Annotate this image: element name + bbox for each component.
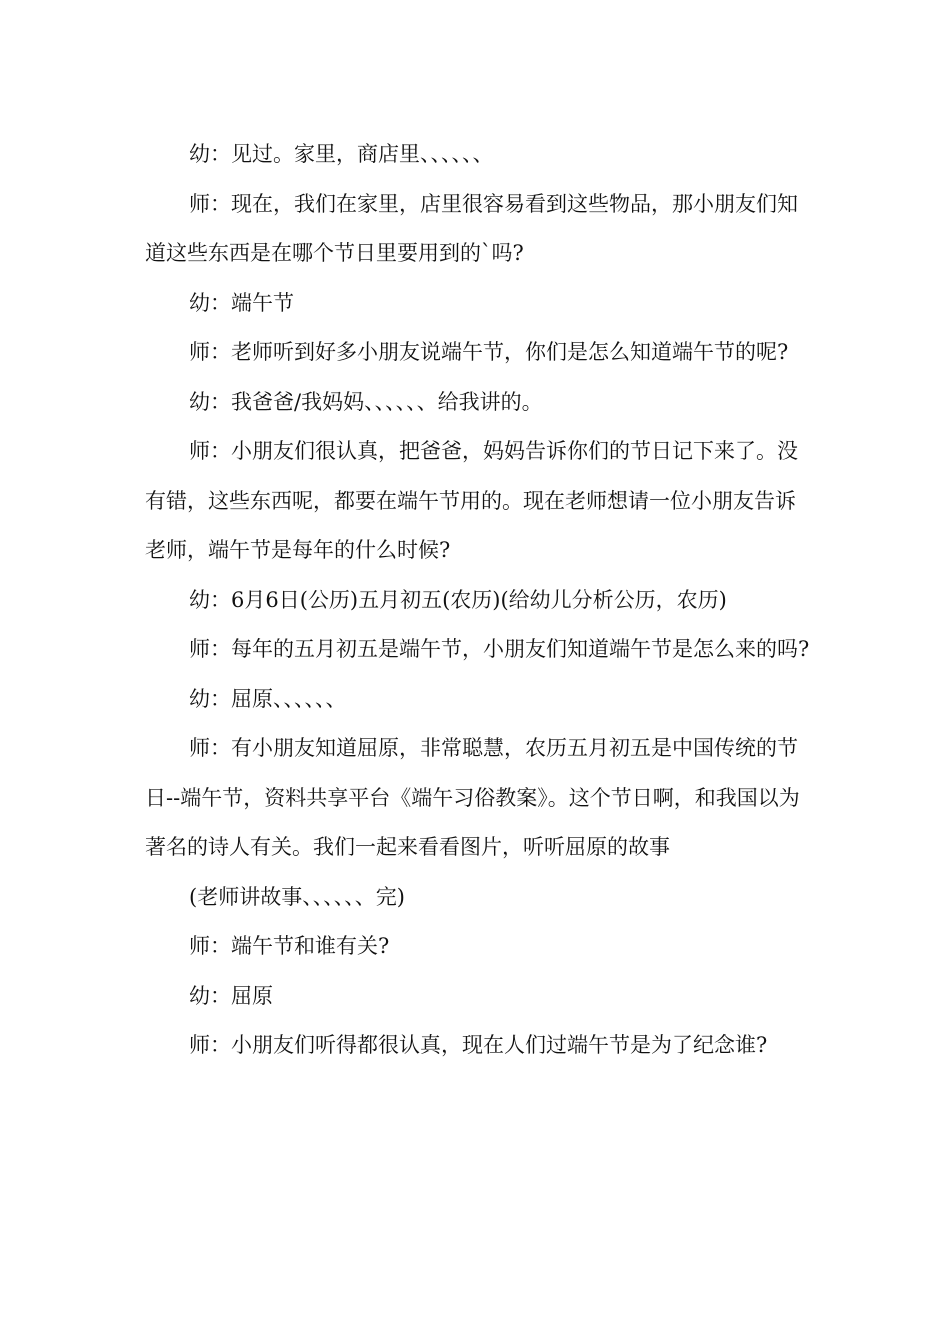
paragraph-3: 幼：端午节 [189, 290, 294, 315]
paragraph-14: 师：小朋友们听得都很认真，现在人们过端午节是为了纪念谁? [189, 1033, 768, 1057]
paragraph-7: 幼：6月6日(公历)五月初五(农历)(给幼儿分析公历，农历) [189, 587, 727, 612]
paragraph-13: 幼：屈原 [189, 983, 273, 1008]
paragraph-1: 幼：见过。家里，商店里、、、、、、 [189, 142, 494, 166]
paragraph-10: 师：有小朋友知道屈原，非常聪慧，农历五月初五是中国传统的节日--端午节，资料共享平台《端午习俗教案》。这个节日啊，和我国以为著名的诗人有关。我们一起来看看图片，听听屈原的故事 [145, 736, 800, 859]
paragraph-9: 幼：屈原、、、、、、 [189, 686, 347, 711]
paragraph-6: 师：小朋友们很认真，把爸爸，妈妈告诉你们的节日记下来了。没有错，这些东西呢，都要在端午节用的。现在老师想请一位小朋友告诉老师，端午节是每年的什么时候? [145, 439, 798, 562]
document-body [145, 130, 810, 1071]
paragraph-11: (老师讲故事、、、、、、完) [189, 884, 405, 909]
paragraph-8: 师：每年的五月初五是端午节，小朋友们知道端午节是怎么来的吗? [189, 637, 810, 661]
paragraph-2: 师：现在，我们在家里，店里很容易看到这些物品，那小朋友们知道这些东西是在哪个节日里要用到的`吗? [145, 191, 798, 265]
paragraph-4: 师：老师听到好多小朋友说端午节，你们是怎么知道端午节的呢? [189, 340, 789, 364]
paragraph-5: 幼：我爸爸/我妈妈、、、、、、给我讲的。 [189, 389, 543, 414]
paragraph-12: 师：端午节和谁有关? [189, 934, 390, 958]
